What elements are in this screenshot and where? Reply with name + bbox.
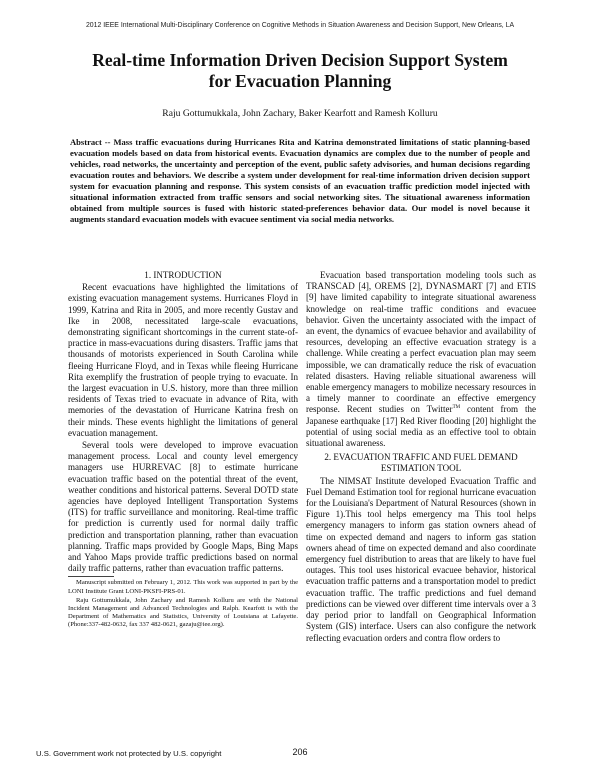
- paper-title: [40, 50, 560, 92]
- section-2-heading-line-2: ESTIMATION TOOL: [380, 463, 462, 474]
- footnote-manuscript: Manuscript submitted on February 1, 2012. This work was supported in part by the LONI Institute Grant LONI-PKSFI-PRS-01.: [68, 579, 298, 595]
- trademark-mark: TM: [452, 405, 461, 411]
- footnote-rule: [68, 576, 114, 577]
- section-2-heading-line-1: 2. EVACUATION TRAFFIC AND FUEL DEMAND: [324, 452, 518, 463]
- abstract: Abstract -- Mass traffic evacuations during Hurricanes Rita and Katrina demonstrated limitations of static planning-based evacuation models based on data from historical events. Evacuation dynamics are complex due to the number of people and vehicles, road networks, the uncertainty and perception of the event, public safety advisories, and human decisions regarding evacuation routes and behaviors. We describe a system under development for real-time information driven decision support system for evacuation planning and response. This system consists of an evacuation traffic prediction model injected with situational information extracted from traffic sensors and social networking sites. The situational awareness information obtained from multiple sources is fused with historic stated-preferences behavior data. Our model is novel because it augments standard evacuation models with evacuee sentiment via social media networks.: [70, 137, 530, 225]
- right-paragraph-2: The NIMSAT Institute developed Evacuation Traffic and Fuel Demand Estimation tool for regional hurricane evacuation for the Louisiana's Department of Natural Resources (shown in Figure 1).This tool helps emergency ma This tool helps emergency managers to inform gas station owners ahead of time on expected demand and nagers to inform gas station owners ahead of time on expected demand and also coordinate emergency fuel distribution to areas that are likely to have fuel outages. This tool uses historical evacuee behavior, historical evacuation traffic patterns and a transportation model to predict evacuation traffic. The traffic predictions and fuel demand predictions can be viewed over different time intervals over a 3 day period prior to landfall on Geographical Information System (GIS) interface. Users can also configure the network reflecting evacuation orders and contra flow orders to: [306, 475, 536, 643]
- intro-paragraph-1: Recent evacuations have highlighted the limitations of existing evacuation management systems. Hurricanes Floyd in 1999, Katrina and Rita in 2005, and more recently Gustav and Ike in 2008, necessitated large-scale evacuations, demonstrating significant shortcomings in the current state-of-practice in mass-evacuations during disasters. Traffic jams that thousands of motorists experienced in South Carolina while fleeing Hurricane Floyd, and in Texas while fleeing Hurricane Rita exemplify the frustration of people trying to evacuate. In the largest evacuation in U.S. history, more than three million residents of Texas tried to evacuate in advance of Rita, with memories of the devastation of Hurricane Katrina fresh on their minds. These events highlight the limitations of general evacuation management.: [68, 282, 298, 438]
- copyright-notice: U.S. Government work not protected by U.S. copyright: [36, 749, 222, 758]
- left-column: [68, 270, 298, 629]
- right-column: [306, 270, 536, 644]
- title-line-2: for Evacuation Planning: [208, 71, 392, 91]
- right-paragraph-1-text: Evacuation based transportation modeling tools such as TRANSCAD [4], OREMS [2], DYNASMART [7] and ETIS [9] have limited capability to integrate situational awareness knowledge on real-time traffic conditions and evacuee behavior. Given the uncertainty associated with the impact of an event, the dynamics of evacuee behavior and availability of resources, developing an effective evacuation strategy is a challenge. While creating a perfect evacuation plan may seem impossible, we can dramatically reduce the risk of evacuation related disasters. Having reliable situational awareness will enable emergency managers to mobilize necessary resources in a timely manner to coordinate an effective emergency response. Recent studies on Twitter: [306, 270, 536, 415]
- footnotes: [68, 576, 298, 629]
- title-line-1: Real-time Information Driven Decision Support System: [92, 50, 508, 70]
- section-2-heading: [306, 452, 536, 474]
- right-paragraph-1: [306, 270, 536, 449]
- intro-paragraph-2: Several tools were developed to improve evacuation management process. Local and county level emergency managers use HURREVAC [8] to estimate hurricane evacuation traffic based on the potential threat of the event, weather conditions and historical patterns. Several DOTD state agencies have deployed Intelligent Transportation Systems (ITS) for traffic surveillance and monitoring. Real-time traffic for prediction is currently used for normal daily traffic prediction and transportation planning, rather than evacuation planning. Traffic maps provided by Google Maps, Bing Maps and Yahoo Maps provide traffic predictions based on normal daily traffic patterns, rather than evacuation traffic patterns.: [68, 440, 298, 574]
- footnote-affiliation: Raju Gottumukkala, John Zachary and Ramesh Kolluru are with the National Incident Management and Advanced Technologies and Ralph. Kearfott is with the Department of Mathematics and Statistics, University of Louisiana at Lafayette. (Phone:337-482-0632, fax 337 482-0621, gazaju@iee.org).: [68, 596, 298, 628]
- section-1-heading: 1. INTRODUCTION: [144, 270, 222, 280]
- right-paragraph-1-continuation: content from the Japanese earthquake [17] Red River flooding [20] highlight the potential of using social media as an effective tool to obtain situational awareness.: [306, 404, 536, 449]
- author-list: Raju Gottumukkala, John Zachary, Baker Kearfott and Ramesh Kolluru: [162, 108, 438, 119]
- conference-header: 2012 IEEE International Multi-Disciplinary Conference on Cognitive Methods in Situation Awareness and Decision Support, New Orleans, LA: [85, 22, 515, 29]
- page-number: 206: [292, 747, 308, 757]
